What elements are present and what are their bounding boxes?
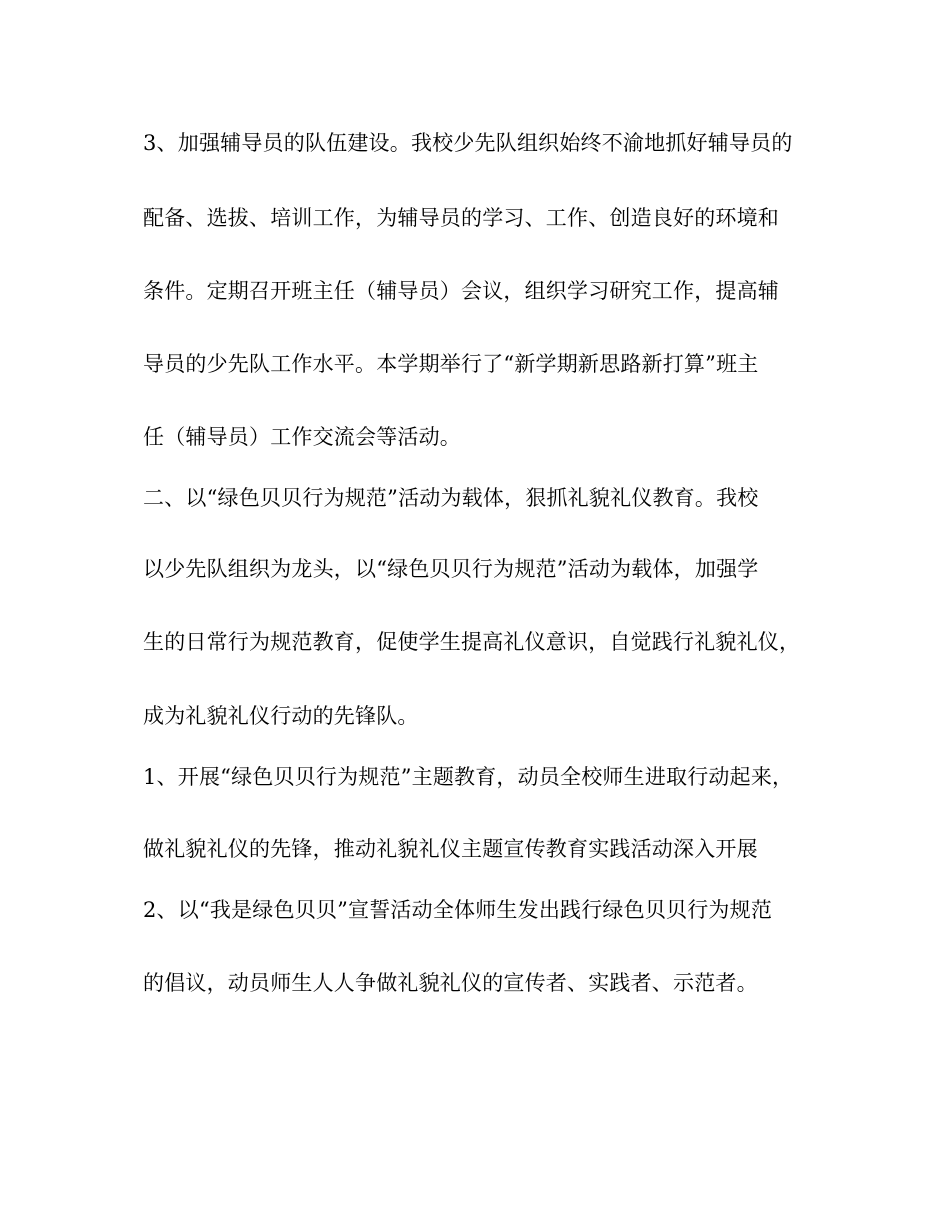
text-line: 1、开展“绿色贝贝行为规范”主题教育，动员全校师生进取行动起来，: [143, 765, 794, 789]
text-line: 2、以“我是绿色贝贝”宣誓活动全体师生发出践行绿色贝贝行为规范: [143, 898, 773, 922]
text-line: 生的日常行为规范教育，促使学生提高礼仪意识，自觉践行礼貌礼仪，: [143, 630, 801, 654]
text-line: 成为礼貌礼仪行动的先锋队。: [143, 704, 419, 728]
text-line: 以少先队组织为龙头，以“绿色贝贝行为规范”活动为载体，加强学: [143, 557, 759, 581]
text-line: 配备、选拔、培训工作，为辅导员的学习、工作、创造良好的环境和: [143, 206, 779, 230]
section-heading-line: 二、以“绿色贝贝行为规范”活动为载体，狠抓礼貌礼仪教育。我校: [143, 486, 759, 510]
text-line: 条件。定期召开班主任（辅导员）会议，组织学习研究工作，提高辅: [143, 279, 779, 303]
text-line: 导员的少先队工作水平。本学期举行了“新学期新思路新打算”班主: [143, 352, 759, 376]
text-line: 的倡议，动员师生人人争做礼貌礼仪的宣传者、实践者、示范者。: [143, 971, 758, 995]
text-line: 做礼貌礼仪的先锋，推动礼貌礼仪主题宣传教育实践活动深入开展: [143, 837, 758, 861]
text-line: 3、加强辅导员的队伍建设。我校少先队组织始终不渝地抓好辅导员的: [143, 131, 793, 155]
text-line: 任（辅导员）工作交流会等活动。: [143, 425, 461, 449]
